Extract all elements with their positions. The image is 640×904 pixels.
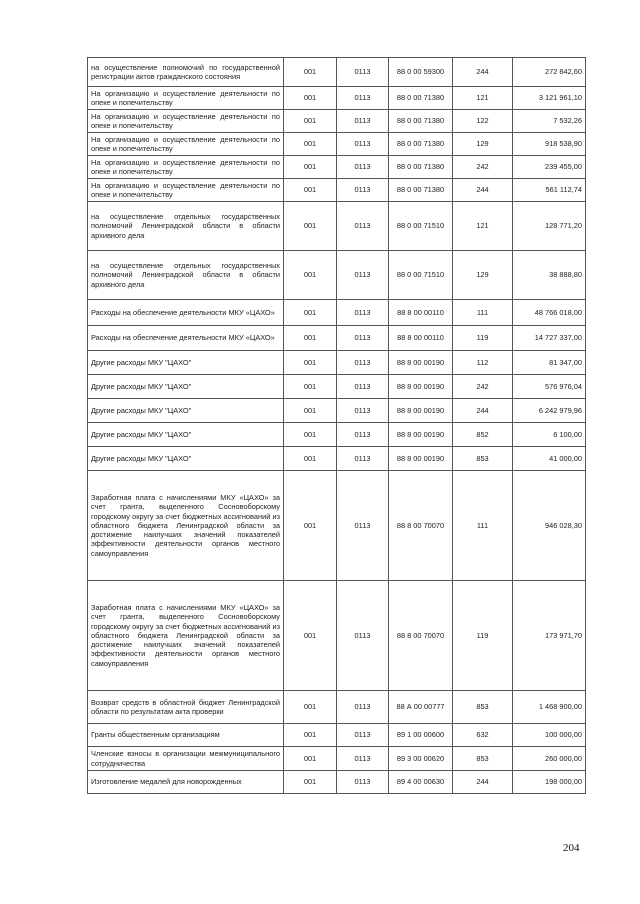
section-code-cell: 0113 [337, 87, 389, 110]
expense-name-cell: На организацию и осуществление деятельности по опеке и попечительству [88, 156, 284, 179]
ved-code-cell: 001 [284, 326, 337, 351]
section-code-cell: 0113 [337, 724, 389, 747]
amount-cell: 1 468 900,00 [513, 691, 586, 724]
table-row [88, 447, 586, 471]
table-row [88, 747, 586, 771]
expense-type-cell: 852 [453, 423, 513, 447]
section-code-cell: 0113 [337, 399, 389, 423]
section-code-cell: 0113 [337, 471, 389, 581]
amount-cell: 918 538,90 [513, 133, 586, 156]
ved-code-cell: 001 [284, 691, 337, 724]
expense-name-cell: Возврат средств в областной бюджет Ленинградской области по результатам акта проверки [88, 691, 284, 724]
expense-type-cell: 244 [453, 771, 513, 794]
section-code-cell: 0113 [337, 423, 389, 447]
section-code-cell: 0113 [337, 447, 389, 471]
amount-cell: 272 842,60 [513, 58, 586, 87]
ved-code-cell: 001 [284, 447, 337, 471]
ved-code-cell: 001 [284, 179, 337, 202]
expense-type-cell: 111 [453, 471, 513, 581]
amount-cell: 561 112,74 [513, 179, 586, 202]
amount-cell: 128 771,20 [513, 202, 586, 251]
section-code-cell: 0113 [337, 691, 389, 724]
expense-type-cell: 129 [453, 133, 513, 156]
expense-name-cell: на осуществление отдельных государственных полномочий Ленинградской области в области архивного дела [88, 251, 284, 300]
ved-code-cell: 001 [284, 351, 337, 375]
target-article-cell: 88 8 00 70070 [389, 581, 453, 691]
expense-type-cell: 121 [453, 202, 513, 251]
target-article-cell: 88 0 00 71510 [389, 202, 453, 251]
ved-code-cell: 001 [284, 251, 337, 300]
expense-type-cell: 244 [453, 58, 513, 87]
table-row [88, 423, 586, 447]
section-code-cell: 0113 [337, 58, 389, 87]
amount-cell: 3 121 961,10 [513, 87, 586, 110]
table-row [88, 399, 586, 423]
table-row [88, 351, 586, 375]
table-row [88, 300, 586, 326]
expense-type-cell: 121 [453, 87, 513, 110]
section-code-cell: 0113 [337, 747, 389, 771]
section-code-cell: 0113 [337, 202, 389, 251]
target-article-cell: 88 0 00 71380 [389, 87, 453, 110]
section-code-cell: 0113 [337, 771, 389, 794]
target-article-cell: 88 0 00 71380 [389, 110, 453, 133]
table-row [88, 581, 586, 691]
section-code-cell: 0113 [337, 326, 389, 351]
amount-cell: 14 727 337,00 [513, 326, 586, 351]
expense-name-cell: на осуществление полномочий по государственной регистрации актов гражданского состояния [88, 58, 284, 87]
table-row [88, 133, 586, 156]
table-row [88, 724, 586, 747]
amount-cell: 260 000,00 [513, 747, 586, 771]
expense-name-cell: Расходы на обеспечение деятельности МКУ «ЦАХО» [88, 300, 284, 326]
expense-type-cell: 853 [453, 447, 513, 471]
target-article-cell: 88 8 00 00190 [389, 399, 453, 423]
ved-code-cell: 001 [284, 133, 337, 156]
expense-name-cell: Заработная плата с начислениями МКУ «ЦАХО» за счет гранта, выделенного Сосновоборскому городскому округу за счет бюджетных ассигнований из областного бюджета Ленинградской области за достижение наилучших значений показателей эффективности деятельности органов местного самоуправления [88, 471, 284, 581]
expense-type-cell: 112 [453, 351, 513, 375]
amount-cell: 6 242 979,96 [513, 399, 586, 423]
ved-code-cell: 001 [284, 58, 337, 87]
expense-type-cell: 122 [453, 110, 513, 133]
ved-code-cell: 001 [284, 724, 337, 747]
amount-cell: 6 100,00 [513, 423, 586, 447]
expense-name-cell: Другие расходы МКУ "ЦАХО" [88, 375, 284, 399]
expense-name-cell: На организацию и осуществление деятельности по опеке и попечительству [88, 179, 284, 202]
ved-code-cell: 001 [284, 581, 337, 691]
section-code-cell: 0113 [337, 351, 389, 375]
target-article-cell: 88 0 00 71380 [389, 133, 453, 156]
expense-type-cell: 129 [453, 251, 513, 300]
target-article-cell: 88 8 00 70070 [389, 471, 453, 581]
table-row [88, 326, 586, 351]
section-code-cell: 0113 [337, 300, 389, 326]
expense-type-cell: 242 [453, 156, 513, 179]
amount-cell: 946 028,30 [513, 471, 586, 581]
expense-type-cell: 853 [453, 691, 513, 724]
expense-name-cell: На организацию и осуществление деятельности по опеке и попечительству [88, 110, 284, 133]
table-row [88, 156, 586, 179]
amount-cell: 7 532,26 [513, 110, 586, 133]
amount-cell: 81 347,00 [513, 351, 586, 375]
ved-code-cell: 001 [284, 202, 337, 251]
target-article-cell: 89 4 00 00630 [389, 771, 453, 794]
expense-name-cell: На организацию и осуществление деятельности по опеке и попечительству [88, 133, 284, 156]
expense-name-cell: Гранты общественным организациям [88, 724, 284, 747]
amount-cell: 100 000,00 [513, 724, 586, 747]
table-row [88, 771, 586, 794]
expense-type-cell: 244 [453, 179, 513, 202]
amount-cell: 576 976,04 [513, 375, 586, 399]
expense-name-cell: Другие расходы МКУ "ЦАХО" [88, 447, 284, 471]
ved-code-cell: 001 [284, 375, 337, 399]
ved-code-cell: 001 [284, 399, 337, 423]
target-article-cell: 88 0 00 71510 [389, 251, 453, 300]
expense-name-cell: Расходы на обеспечение деятельности МКУ «ЦАХО» [88, 326, 284, 351]
target-article-cell: 88 0 00 59300 [389, 58, 453, 87]
section-code-cell: 0113 [337, 251, 389, 300]
table-row [88, 110, 586, 133]
expense-name-cell: Заработная плата с начислениями МКУ «ЦАХО» за счет гранта, выделенного Сосновоборскому городскому округу за счет бюджетных ассигнований из областного бюджета Ленинградской области за достижение наилучших значений показателей эффективности деятельности органов местного самоуправления [88, 581, 284, 691]
expense-name-cell: Другие расходы МКУ "ЦАХО" [88, 399, 284, 423]
expense-name-cell: Изготовление медалей для новорожденных [88, 771, 284, 794]
table-row [88, 179, 586, 202]
amount-cell: 239 455,00 [513, 156, 586, 179]
target-article-cell: 89 3 00 00620 [389, 747, 453, 771]
amount-cell: 48 766 018,00 [513, 300, 586, 326]
expense-name-cell: На организацию и осуществление деятельности по опеке и попечительству [88, 87, 284, 110]
table-row [88, 251, 586, 300]
section-code-cell: 0113 [337, 133, 389, 156]
ved-code-cell: 001 [284, 300, 337, 326]
budget-table [87, 57, 586, 794]
section-code-cell: 0113 [337, 156, 389, 179]
ved-code-cell: 001 [284, 771, 337, 794]
table-row [88, 691, 586, 724]
budget-table-body [88, 58, 586, 794]
expense-type-cell: 244 [453, 399, 513, 423]
expense-name-cell: Другие расходы МКУ "ЦАХО" [88, 423, 284, 447]
ved-code-cell: 001 [284, 747, 337, 771]
section-code-cell: 0113 [337, 110, 389, 133]
target-article-cell: 88 8 00 00190 [389, 447, 453, 471]
target-article-cell: 88 8 00 00190 [389, 375, 453, 399]
amount-cell: 173 971,70 [513, 581, 586, 691]
expense-name-cell: Другие расходы МКУ "ЦАХО" [88, 351, 284, 375]
target-article-cell: 88 8 00 00110 [389, 326, 453, 351]
table-row [88, 471, 586, 581]
table-row [88, 202, 586, 251]
section-code-cell: 0113 [337, 375, 389, 399]
ved-code-cell: 001 [284, 423, 337, 447]
amount-cell: 41 000,00 [513, 447, 586, 471]
target-article-cell: 88 А 00 00777 [389, 691, 453, 724]
ved-code-cell: 001 [284, 156, 337, 179]
table-row [88, 58, 586, 87]
target-article-cell: 88 8 00 00190 [389, 351, 453, 375]
amount-cell: 198 000,00 [513, 771, 586, 794]
expense-type-cell: 242 [453, 375, 513, 399]
expense-name-cell: на осуществление отдельных государственных полномочий Ленинградской области в области архивного дела [88, 202, 284, 251]
section-code-cell: 0113 [337, 179, 389, 202]
expense-type-cell: 632 [453, 724, 513, 747]
ved-code-cell: 001 [284, 471, 337, 581]
table-row [88, 375, 586, 399]
target-article-cell: 89 1 00 00600 [389, 724, 453, 747]
expense-type-cell: 119 [453, 326, 513, 351]
target-article-cell: 88 0 00 71380 [389, 179, 453, 202]
expense-type-cell: 119 [453, 581, 513, 691]
table-row [88, 87, 586, 110]
target-article-cell: 88 0 00 71380 [389, 156, 453, 179]
expense-type-cell: 111 [453, 300, 513, 326]
target-article-cell: 88 8 00 00190 [389, 423, 453, 447]
page-number: 204 [563, 842, 580, 854]
expense-type-cell: 853 [453, 747, 513, 771]
ved-code-cell: 001 [284, 87, 337, 110]
amount-cell: 38 888,80 [513, 251, 586, 300]
expense-name-cell: Членские взносы в организации межмуниципального сотрудничества [88, 747, 284, 771]
section-code-cell: 0113 [337, 581, 389, 691]
ved-code-cell: 001 [284, 110, 337, 133]
target-article-cell: 88 8 00 00110 [389, 300, 453, 326]
